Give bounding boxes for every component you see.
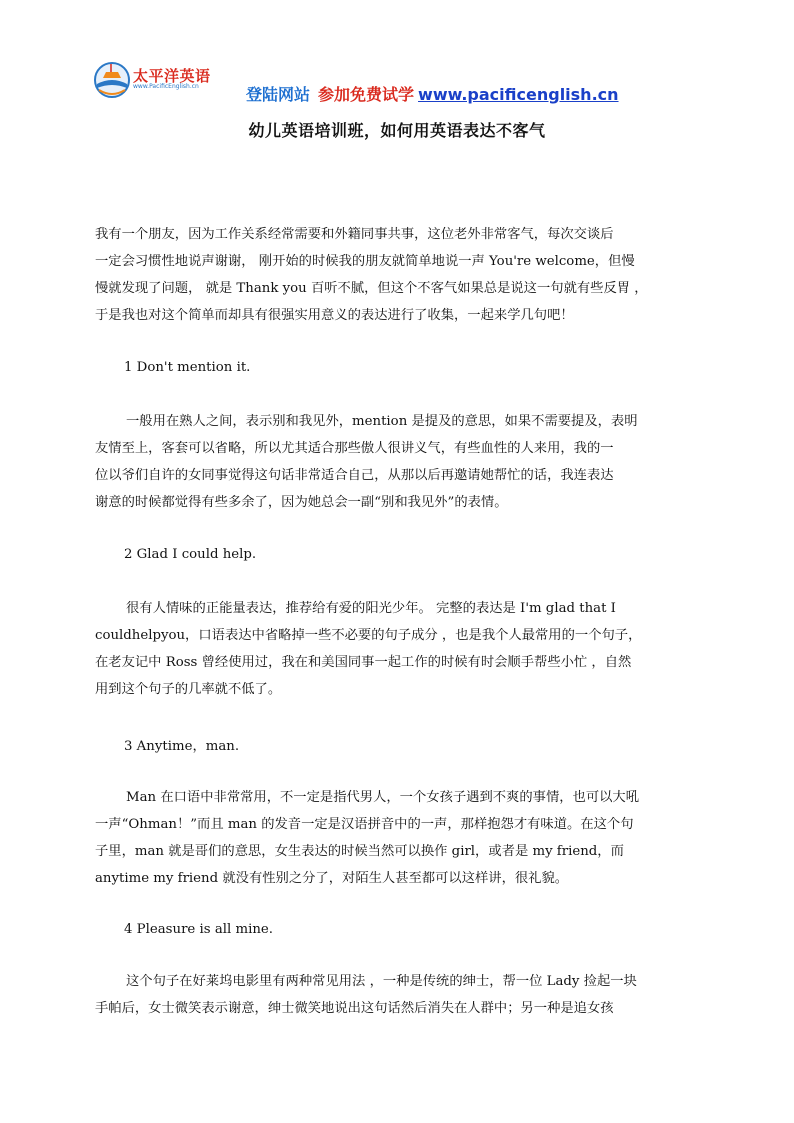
globe-ship-icon xyxy=(93,58,133,104)
promo-banner xyxy=(246,82,619,105)
promo-url-link[interactable]: www.pacificenglish.cn xyxy=(418,85,619,104)
paragraph-line: 友情至上，客套可以省略，所以尤其适合那些傲人很讲义气，有些血性的人来用，我的一 xyxy=(95,441,614,456)
section-heading: 1 Don't mention it. xyxy=(124,360,251,375)
paragraph-line: 我有一个朋友，因为工作关系经常需要和外籍同事共事，这位老外非常客气，每次交谈后 xyxy=(95,227,614,242)
paragraph-line: 谢意的时候都觉得有些多余了，因为她总会一副“别和我见外”的表情。 xyxy=(95,495,508,510)
promo-login-link[interactable]: 登陆网站 xyxy=(246,85,311,104)
paragraph-line: 这个句子在好莱坞电影里有两种常见用法 ，一种是传统的绅士，帮一位 Lady 捡起一块 xyxy=(126,974,637,989)
intro-paragraph xyxy=(95,221,695,329)
paragraph-line: 一声“Ohman！”而且 man 的发音一定是汉语拼音中的一声，那样抱怨才有味道。在这个句 xyxy=(95,817,634,832)
paragraph-line: 慢就发现了问题， 就是 Thank you 百听不腻，但这个不客气如果总是说这一句就有些反胃 ， xyxy=(95,281,648,296)
paragraph-line: 于是我也对这个简单而却具有很强实用意义的表达进行了收集，一起来学几句吧！ xyxy=(95,308,574,323)
paragraph-line: 很有人情味的正能量表达，推荐给有爱的阳光少年。 完整的表达是 I'm glad that I xyxy=(126,601,616,616)
section-paragraph xyxy=(95,784,695,892)
section-heading: 2 Glad I could help. xyxy=(124,547,257,562)
page-title: 幼儿英语培训班，如何用英语表达不客气 xyxy=(248,121,546,140)
site-logo[interactable] xyxy=(93,58,223,104)
section-heading: 3 Anytime，man. xyxy=(124,739,240,754)
section-heading: 4 Pleasure is all mine. xyxy=(124,922,274,937)
paragraph-line: 手帕后，女士微笑表示谢意，绅士微笑地说出这句话然后消失在人群中；另一种是追女孩 xyxy=(95,1001,614,1016)
section-paragraph xyxy=(95,408,695,516)
paragraph-line: Man 在口语中非常常用，不一定是指代男人，一个女孩子遇到不爽的事情，也可以大吼 xyxy=(126,790,640,805)
paragraph-line: couldhelpyou，口语表达中省略掉一些不必要的句子成分 ，也是我个人最常用的一个句子， xyxy=(95,628,642,643)
paragraph-line: 一定会习惯性地说声谢谢， 刚开始的时候我的朋友就简单地说一声 You're welcome，但慢 xyxy=(95,254,635,269)
paragraph-line: anytime my friend 就没有性别之分了，对陌生人甚至都可以这样讲，很礼貌。 xyxy=(95,871,569,886)
section-paragraph xyxy=(95,968,695,1022)
paragraph-line: 一般用在熟人之间，表示别和我见外，mention 是提及的意思，如果不需要提及，表明 xyxy=(126,414,638,429)
paragraph-line: 在老友记中 Ross 曾经使用过，我在和美国同事一起工作的时候有时会顺手帮些小忙 ，自然 xyxy=(95,655,632,670)
paragraph-line: 用到这个句子的几率就不低了。 xyxy=(95,682,282,697)
paragraph-line: 位以爷们自许的女同事觉得这句话非常适合自己，从那以后再邀请她帮忙的话，我连表达 xyxy=(95,468,614,483)
promo-trial-link[interactable]: 参加免费试学 xyxy=(318,85,415,104)
logo-text: 太平洋英语 xyxy=(133,67,211,85)
logo-url: www.PacificEnglish.cn xyxy=(133,83,199,90)
section-paragraph xyxy=(95,595,695,703)
paragraph-line: 子里，man 就是哥们的意思，女生表达的时候当然可以换作 girl，或者是 my friend，而 xyxy=(95,844,624,859)
